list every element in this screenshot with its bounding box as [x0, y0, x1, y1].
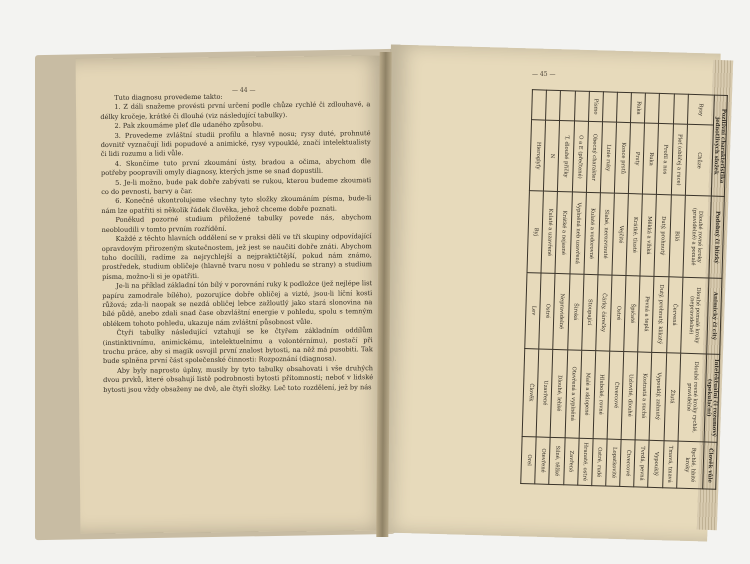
- table-row-label: T, dlouhé příčky: [558, 121, 574, 193]
- table-cell: Uzlovité, dlouhé: [621, 351, 638, 440]
- paragraph: 5. Je-li možno, bude pak dobře zabývati se rukou, kterou budeme zkoumati co do pevnosti, barvy a čar.: [101, 175, 372, 197]
- table-header: Podobný či blízký: [709, 196, 724, 278]
- paragraph: 6. Konečně ukontrolujeme všechny tyto složky zkoumáním písma, bude-li nám lze opatřiti si několik řádek člověka, jehož chceme dobře poznati.: [101, 194, 372, 215]
- rotated-table-container: [520, 89, 728, 490]
- table-row-label: Ruka: [643, 123, 659, 195]
- table-cell: Vypouklý: [648, 440, 664, 488]
- table-cell: Otevřené: [535, 437, 551, 485]
- table-cell: Lev: [525, 272, 542, 348]
- table-cell: Orel: [521, 436, 537, 484]
- paragraph: Tuto diagnosu provedeme takto:: [114, 92, 223, 102]
- table-cell: Dutý, prohnutý: [654, 195, 671, 277]
- table-cell: Dlouhé pomalé kroky (nepravidelné): [680, 277, 709, 354]
- table-cell: Rychlé, hbité kroky: [676, 441, 704, 489]
- table-group-cell: [532, 90, 547, 121]
- table-row-label: Profil a nos: [657, 124, 673, 196]
- table-cell: Kostnatá a suchá: [635, 352, 652, 441]
- table-cell: Dlouhé rovné kroky rychlé, pravidelné: [678, 353, 707, 442]
- table-cell: Malé a sklopené: [579, 350, 596, 439]
- table-group-cell: [602, 92, 617, 123]
- right-page-number: — 45 —: [532, 71, 556, 78]
- characteristics-table: [520, 89, 728, 490]
- table-cell: Vyplněná neb uzavřená: [570, 192, 587, 274]
- table-cell: Člověk: [522, 348, 539, 437]
- table-header: Animický či citý: [707, 278, 722, 354]
- paragraph: Aby byly naprosto úplny, musily by tyto tabulky obsahovati i vše druhých dvou prvků, které obsahují listě podrobnosti bytosti přítomnosti; neboť v lidské bytosti jsou vždy obsaženy ne dvě, ale čtyři složky. Leč toto rozdělení, jež by nás: [103, 363, 374, 394]
- table-cell: Kulaté a uzavřené: [541, 192, 558, 274]
- table-cell: Slabé, nerozvinuté: [598, 193, 615, 275]
- table-cell: Pevná a teplá: [638, 276, 654, 352]
- table-cell: Ostré: [539, 273, 555, 349]
- table-cell: Uzavřené: [536, 349, 553, 438]
- table-cell: Hranaté, ostré: [577, 438, 593, 486]
- table-cell: Otevřená a vyplněná: [565, 349, 582, 438]
- table-row-label: Obecný charakter: [586, 122, 602, 194]
- table-group-cell: [673, 94, 688, 125]
- right-page-table-area: [386, 85, 728, 495]
- table-group-cell: [560, 91, 575, 122]
- table-row-label: Chůze: [685, 124, 713, 196]
- table-group-cell: [574, 91, 589, 122]
- table-cell: Žlutá: [664, 352, 681, 441]
- table-cell: Stoupající: [581, 274, 597, 350]
- table-cell: Červená: [666, 277, 682, 353]
- table-cell: Silné, těžké: [549, 437, 565, 485]
- table-group-cell: [659, 93, 674, 124]
- table-group-cell: [546, 90, 561, 121]
- table-cell: Vypouklý, zahnutý: [650, 352, 667, 441]
- paragraph: 1. Z dáli snažeme provésti první určení podle chůze rychlé či zdlouhavé, a délky kročeje, krátké či dlouhé (viz následující tabulky).: [100, 100, 371, 121]
- table-cell: Špičaté: [624, 275, 640, 351]
- table-cell: Vejčité: [612, 194, 629, 276]
- table-cell: Tvrdá, pevná: [634, 440, 650, 488]
- table-header: Intelektuální či rozumový (spekulační): [704, 354, 720, 442]
- table-cell: Zavřená: [563, 438, 579, 486]
- table-row-label: Konce prstů: [614, 122, 630, 194]
- paragraph: 3. Provedeme zvláštní studii profilu a hlavně nosu; rysy duté, prohnuté dovnitř vyznačují lidi popudové a animické, rysy vypouklé, značí intelektualisty či lidi rozumu a lidi vůle.: [100, 128, 371, 159]
- table-row-label: Linie ruky: [600, 122, 616, 194]
- table-row-label: Hieroglyfy: [529, 120, 545, 192]
- table-row-label: Prsty: [629, 123, 645, 195]
- paragraph: Poněkud pozorné studium přiložené tabulky povede nás, abychom neobloudili v tomto prvním rozřídění.: [101, 213, 372, 234]
- table-group-cell: Rysy: [687, 94, 714, 125]
- table-cell: Krátké a nejasné: [555, 192, 572, 274]
- table-cell: Kulaté a vodorovné: [584, 193, 601, 275]
- table-cell: Ostré: [610, 275, 626, 351]
- table-cell: Ostré, rudé: [592, 438, 608, 486]
- table-cell: Byj: [527, 191, 544, 273]
- table-cell: Nepravidelné: [553, 273, 569, 349]
- table-row-label: Pleť (obličej a ruce): [671, 124, 687, 196]
- left-page-text: [100, 77, 373, 395]
- table-row-label: N: [544, 120, 560, 192]
- table-cell: Dutý, prohnutý, klikatý: [652, 276, 668, 352]
- table-cell: Čtvercové: [620, 439, 636, 487]
- table-cell: Široká: [567, 274, 583, 350]
- table-header: Pozitivní charakteristika jednotlivých složek: [711, 95, 727, 197]
- table-row-label: O a E (přečtené): [572, 121, 588, 193]
- paragraph: Je-li na příklad základní tón bílý v porovnání ruky k podložce (jež nejlépe list papíru zamodrale bílého), pozorujíce dobře obličej a vizté, jsou-li líční kosti růžová; zda-li naopak se nezdá obličej lebce zažloutlý jako stará slonovina na bílé půdě, anebo zdali snad čase obzvláštní energie v pohledu, spolu s temným oblékem tohoto pohledu, ukazuje nám zvláštní působnost vůle.: [102, 279, 373, 328]
- paragraph: Čtyři tabulky následující vztahují se ke čtyřem základním oddílům (instinktivnímu, animickému, intelektuelnímu a volontérnímu), postačí při trochu práce, aby si magik osvojil první znalost bytosti, na něž má pusobiti. Tak bude splněna první část společenské činnosti: Rozpoznání (diagnosa).: [102, 326, 373, 366]
- table-group-cell: [645, 93, 660, 124]
- left-page-number: — 44 —: [232, 87, 256, 94]
- paragraph: 2. Pak zkoumáme pleť dle udaného způsobu.: [114, 120, 264, 131]
- table-cell: Čárky, čárečky: [596, 275, 612, 351]
- table-cell: Dlouhé, lehké: [551, 349, 568, 438]
- table-cell: Tmavá, tmavá: [662, 440, 678, 488]
- table-cell: Lopatkovité: [606, 439, 622, 487]
- table-header: Člověk vůle: [703, 442, 717, 490]
- table-group-cell: Ruka: [631, 93, 646, 124]
- paragraph: Každé z těchto hlavních oddělení se v praksi dělí ve tři skupiny odpovídající opravdovým přirozeným skutečnostem, jež jest se naučiti dobře znáti. Abychom toho docílili, radíme za nejrychlejší a nejpraktičtější, pokud nám známo, prostředek, studium obličeje (hlavně tvaru nosu v pohledu se strany) a studium písma, možno-li si je opatřiti.: [101, 232, 372, 281]
- table-cell: Čtvercové: [607, 351, 624, 440]
- table-group-cell: Písmo: [588, 91, 603, 122]
- table-cell: Bílá: [669, 195, 686, 277]
- table-group-cell: [617, 92, 632, 123]
- table-cell: Měkká a vlhká: [640, 194, 657, 276]
- table-cell: Dlouhé rovné kroky (pravidelné) a pomalé: [683, 196, 712, 278]
- paragraph: 4. Skončíme tuto první zkoumání ústy, bradou a očima, abychom dle potřeby poopravili omyly diagnosy, kterých jsme se snad dopustili.: [100, 157, 371, 178]
- table-cell: Hluboké, rovné: [593, 350, 610, 439]
- table-cell: Krátké, tlusté: [626, 194, 643, 276]
